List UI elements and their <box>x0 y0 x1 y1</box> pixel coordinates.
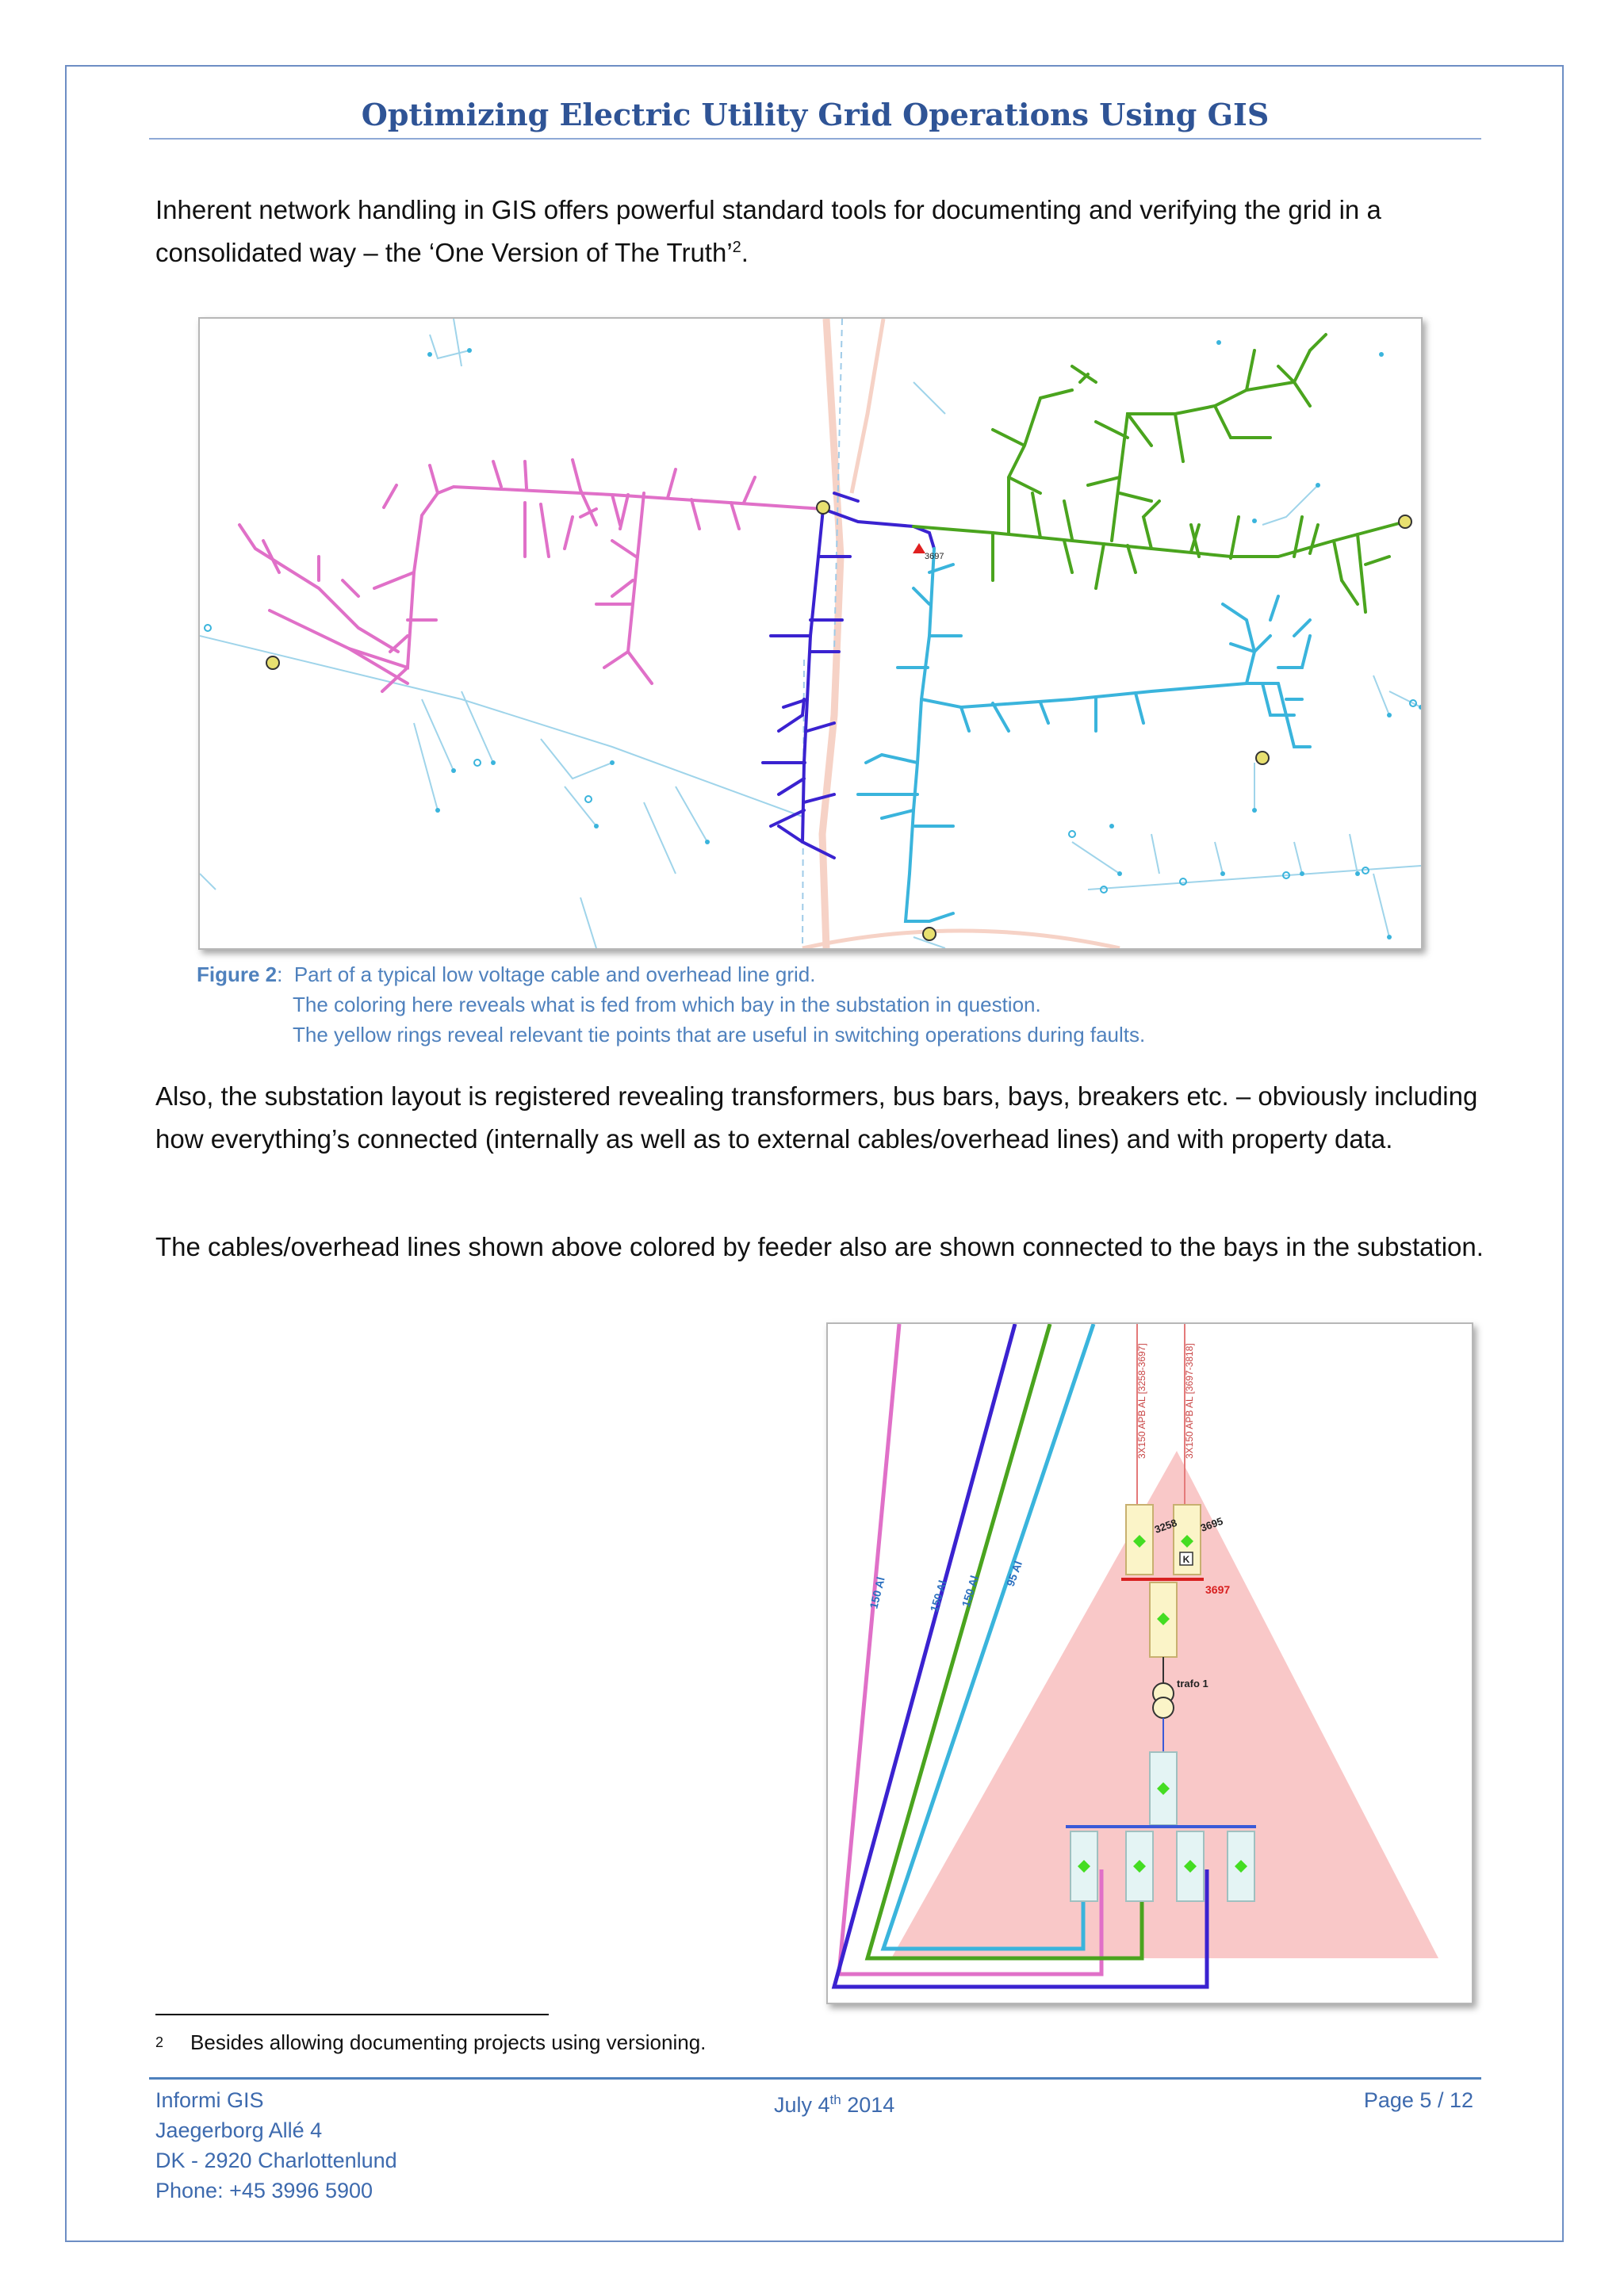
paragraph-substation: Also, the substation layout is registered revealing transformers, bus bars, bays, breakers etc. – obviously including how everything’s connected (internally as well as to external cables/overhead lines) and with property data. <box>155 1081 1478 1154</box>
footnote-reference[interactable]: 2 <box>732 239 741 256</box>
bay-number-label: 3258 <box>1152 1516 1179 1536</box>
footer-date <box>774 2085 894 2120</box>
network-map-svg <box>200 319 1421 948</box>
substation-marker-icon[interactable] <box>913 543 925 553</box>
bay-number-label: 3695 <box>1198 1514 1225 1534</box>
feeder-pink <box>239 460 823 691</box>
figure-2-caption <box>197 959 1145 1050</box>
footer-address <box>155 2085 397 2206</box>
caption-separator: : <box>277 962 283 986</box>
footnote <box>155 2028 706 2057</box>
substation-id-label: 3697 <box>925 552 944 561</box>
vertical-cable-label: 3X150 APB AL [3258-3697] <box>1136 1343 1147 1459</box>
cable-label: 150 Al <box>959 1574 981 1609</box>
feeder-green <box>914 335 1405 612</box>
paragraph-intro-text: Inherent network handling in GIS offers powerful standard tools for documenting and verifying the grid in a consolidated way – the ‘One Version of The Truth’ <box>155 195 1381 267</box>
caption-line-1: Part of a typical low voltage cable and overhead line grid. <box>293 962 816 986</box>
figure-3-substation-diagram <box>826 1322 1473 2004</box>
footnote-text: Besides allowing documenting projects using versioning. <box>190 2030 707 2054</box>
footer-street: Jaegerborg Allé 4 <box>155 2118 323 2142</box>
footnote-divider <box>155 2014 549 2015</box>
cable-label: 150 Al <box>867 1575 887 1610</box>
road-feature <box>802 931 1120 948</box>
feeder-cyan <box>858 549 1310 921</box>
figure-2-map <box>198 317 1423 950</box>
header-divider <box>149 138 1481 140</box>
footer-divider <box>149 2077 1481 2080</box>
road-feature <box>852 319 883 493</box>
footnote-number: 2 <box>155 2034 164 2050</box>
transformer-label: trafo 1 <box>1177 1678 1208 1689</box>
caption-line-2: The coloring here reveals what is fed from which bay in the substation in question. <box>293 993 1041 1016</box>
footer-date-suffix: th <box>829 2092 841 2107</box>
page-title: Optimizing Electric Utility Grid Operations Using GIS <box>361 97 1270 132</box>
vertical-cable-label: 3X150 APB AL [3697-3818] <box>1184 1343 1195 1459</box>
switch-box-label: K <box>1182 1554 1190 1565</box>
substation-svg <box>828 1324 1472 2003</box>
busbar-label: 3697 <box>1205 1583 1231 1596</box>
paragraph-feeder: The cables/overhead lines shown above colored by feeder also are shown connected to the bays in the substation. <box>155 1232 1484 1261</box>
transformer-icon[interactable] <box>1153 1697 1174 1718</box>
service-points <box>427 340 1421 939</box>
feeder-blue <box>763 493 934 858</box>
paragraph-intro-end: . <box>741 238 749 267</box>
cable-label: 150 Al <box>927 1578 949 1613</box>
paragraph-intro <box>155 189 1503 274</box>
caption-line-3: The yellow rings reveal relevant tie points that are useful in switching operations during faults. <box>293 1023 1146 1047</box>
footer-city: DK - 2920 Charlottenlund <box>155 2149 397 2172</box>
footer-date-text: July 4 <box>774 2093 830 2117</box>
footer-phone: Phone: +45 3996 5900 <box>155 2179 373 2202</box>
caption-label: Figure 2 <box>197 962 278 986</box>
footer-page-number: Page 5 / 12 <box>1363 2088 1473 2112</box>
footer-company: Informi GIS <box>155 2088 264 2112</box>
cable-label: 95 Al <box>1003 1559 1025 1589</box>
footer-date-year: 2014 <box>841 2093 895 2117</box>
